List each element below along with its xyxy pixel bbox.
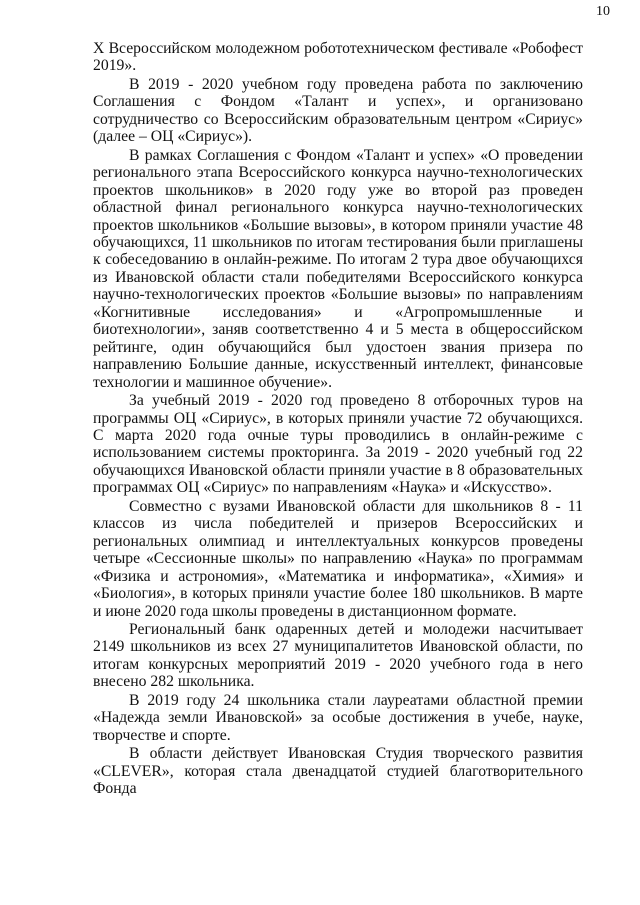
paragraph-big-challenges: В рамках Соглашения с Фондом «Талант и успех» «О проведении регионального этапа Всероссийского конкурса научно-технологических проектов школьников» в 2020 году уже во второй раз проведен областной финал регионального конкурса научно-технологических проектов школьников «Большие вызовы», в котором приняли участие 48 обучающихся, 11 школьников по итогам тестирования были приглашены к собеседованию в онлайн-режиме. По итогам 2 тура двое обучающихся из Ивановской области стали победителями Всероссийского конкурса научно-технологических проектов «Большие вызовы» по направлениям «Когнитивные исследования» и «Агропромышленные и биотехнологии», заняв соответственно 4 и 5 места в общероссийском рейтинге, один обучающийся был удостоен звания призера по направлению Большие данные, искусственный интеллект, финансовые технологии и машинное обучение». — [93, 146, 583, 391]
paragraph-sirius-tours: За учебный 2019 - 2020 год проведено 8 отборочных туров на программы ОЦ «Сириус», в которых приняли участие 72 обучающихся. С марта 2020 года очные туры проводились в онлайн-режиме с использованием системы прокторинга. За 2019 - 2020 учебный год 22 обучающихся Ивановской области приняли участие в 8 образовательных программах ОЦ «Сириус» по направлениям «Наука» и «Искусство». — [93, 392, 583, 497]
page-number: 10 — [596, 4, 610, 19]
paragraph-agreement: В 2019 - 2020 учебном году проведена работа по заключению Соглашения с Фондом «Талант и успех», и организовано сотрудничество со Всероссийским образовательным центром «Сириус» (далее – ОЦ «Сириус»). — [93, 75, 583, 146]
document-body — [93, 40, 583, 797]
paragraph-robofest: X Всероссийском молодежном робототехническом фестивале «Робофест 2019». — [93, 40, 583, 75]
paragraph-session-schools: Совместно с вузами Ивановской области для школьников 8 - 11 классов из числа победителей и призеров Всероссийских и региональных олимпиад и интеллектуальных конкурсов проведены четыре «Сессионные школы» по направлению «Наука» по программам «Физика и астрономия», «Математика и информатика», «Химия» и «Биология», в которых приняли участие более 180 школьников. В марте и июне 2020 года школы проведены в дистанционном формате. — [93, 497, 583, 620]
paragraph-award: В 2019 году 24 школьника стали лауреатами областной премии «Надежда земли Ивановской» за особые достижения в учебе, науке, творчестве и спорте. — [93, 691, 583, 744]
paragraph-clever-studio: В области действует Ивановская Студия творческого развития «CLEVER», которая стала двенадцатой студией благотворительного Фонда — [93, 745, 583, 798]
paragraph-talent-bank: Региональный банк одаренных детей и молодежи насчитывает 2149 школьников из всех 27 муниципалитетов Ивановской области, по итогам конкурсных мероприятий 2019 - 2020 учебного года в него внесено 282 школьника. — [93, 620, 583, 691]
